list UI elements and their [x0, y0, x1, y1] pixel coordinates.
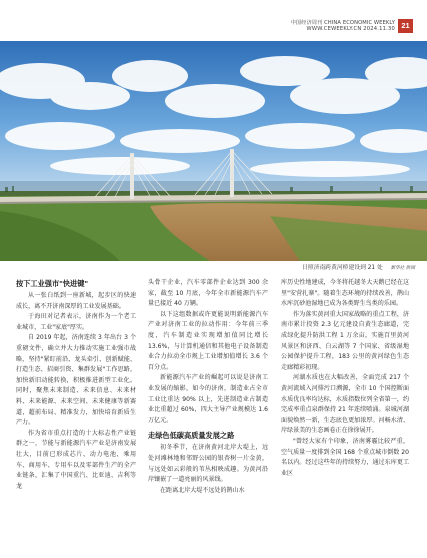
article-column-2: [148, 278, 268, 496]
paragraph: 从一张白纸到一座新城，起步区的快速成长，离不开济南深厚的工业发展基础。: [16, 292, 136, 310]
paragraph: 河湖水质也在大幅改善，全面完成 217 个黄河流域入河排污口溯源，全市 10 个国控断面水质优良率均达标，水质指数位列全省第一，约完成率重点泉群保持 21 年连续喷涌。泉城河湖面貌焕然一新，生态底色更加浓厚。河畅水清、岸绿景美的生态画卷正在徐徐展开。: [281, 374, 409, 435]
article-column-1: [16, 278, 136, 492]
paragraph: 库历史性地建成，今冬将托越冬大天鹅已经在这里"安营扎寨"。随着生态环境的持续改善，鹊山水库沉砂池湿地已成为各类野生鸟类的乐园。: [281, 279, 409, 308]
paragraph: 作为落实黄河重大国家战略的重点工程，济南市累计投资 2.3 亿元建设自黄生态廊道，完成绿化提升防洪工程 1 万余亩，实施百里黄河风景区和济西、白云湖等 7 个国家、省级湿地公园保护提升工程，183 公里的黄河绿色生态走廊精彩初现。: [281, 310, 409, 371]
paragraph: "曾经大家有个印象，济南雾霾比较严重，空气质量一度排到全国 168 个重点城市倒数 20 名以内。经过这些年的持续努力，通过东库更工业区: [281, 437, 409, 477]
section-heading: 按下工业强市"快进键": [16, 279, 89, 288]
photo-caption: [302, 262, 415, 271]
paragraph: 头骨干企业，汽车零部件企业达到 300 余家，截至 10 月底，今年全市新能源汽车产量已接近 40 万辆。: [148, 279, 268, 308]
paragraph: 自 2019 年起，济南连续 3 年出台 3 个重磅文件，确立并大力推动实施工业强市战略，坚持"紧盯前沿、龙头牵引、创新赋能、打造生态、招商引资、集群发展"工作思路，加快新旧动能转换，积极推进新型工业化。同时，聚焦未来制造、未来信息、未来材料、未来能源、未来空间、未来健康等新赛道，超前布局、精准发力，加快培育新质生产力。: [16, 334, 136, 427]
section-heading: 走绿色低碳高质量发展之路: [148, 431, 235, 441]
paragraph: 在距离北岸大堤不远处的鹊山水: [160, 486, 245, 494]
paragraph: 作为省市重点打造的十大标志性产业链群之一，节能与新能源汽车产业是济南发展壮大，目前已形成芯片、动力电池、乘用车、商用车、专用车以及零部件生产的全产业链条，汇集了中国重汽、比亚迪、吉利等龙: [16, 429, 136, 490]
paragraph: 新能源汽车产业的崛起可以说是济南工业发展的缩影，如今的济南，制造业占全市工业比重达 90% 以上，先进制造业占制造业比重超过 60%，四大主导产业规模达 1.6 万亿元。: [148, 374, 268, 424]
masthead: [0, 0, 427, 34]
bridge-photo: [0, 41, 427, 261]
magazine-issue: WWW.CEWEEKLY.CN 2024.11.30: [306, 26, 395, 32]
paragraph: 于海田对记者表示，济南作为一个老工业城市，工业"家底"厚实。: [16, 313, 136, 331]
caption-text: 日照济南跨黄河桥建设到 21 处: [302, 265, 383, 271]
paragraph: 以下这组数据或许更能说明新能源汽车产业对济南工业的拉动作用：今年前三季度，汽车制造业实现增加值同比增长 13.6%，与计算机通信和其他电子设备制造业合力拉动全市规上工业增加值增长 3.6 个百分点。: [148, 310, 268, 371]
page-number-badge: 21: [398, 19, 413, 33]
photo-credit: 新华社 供图: [390, 266, 415, 271]
paragraph: 初冬季节，在济南黄河北岸大堤上，远处河滩林地和邻野公园的银杏树一片金黄，与远处如云彩般的苇丛相映成趣。为黄河沿岸镶嵌了一道亮丽的风景线。: [148, 444, 268, 484]
article-column-3: [281, 278, 409, 479]
magazine-title: 中国经济周刊 CHINA ECONOMIC WEEKLY: [290, 20, 395, 26]
